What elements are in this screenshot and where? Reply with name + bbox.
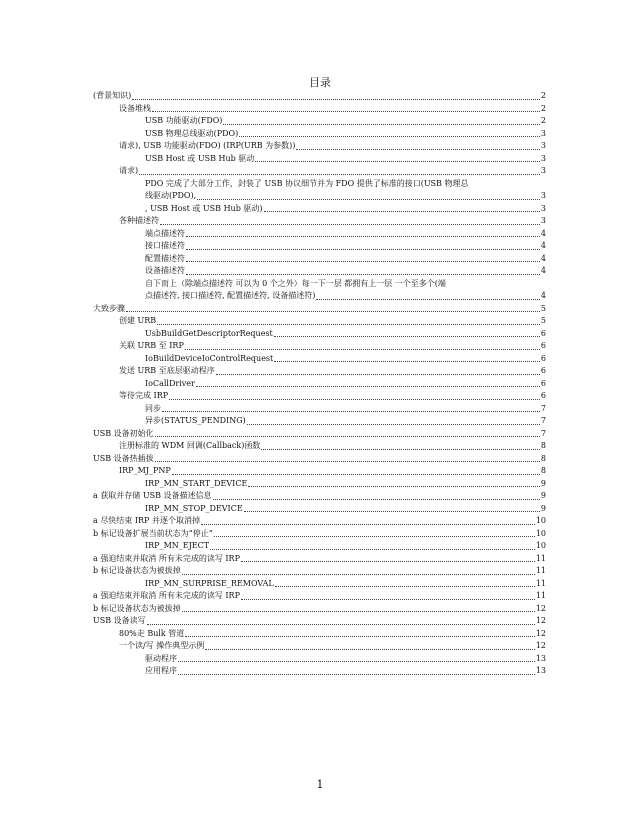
dot-leader — [178, 674, 535, 675]
toc-entry-page: 3 — [540, 141, 546, 150]
toc-entry-page: 3 — [540, 153, 546, 163]
toc-entry[interactable] — [93, 490, 546, 503]
toc-entry-page: 10 — [535, 516, 546, 525]
dot-leader — [147, 624, 535, 625]
dot-leader — [186, 274, 540, 275]
toc-entry[interactable] — [93, 603, 546, 616]
dot-leader — [155, 461, 540, 462]
toc-entry-title: 点描述符, 接口描述符, 配置描述符, 设备描述符) — [145, 291, 316, 300]
toc-entry-title: USB Host 或 USB Hub 驱动 — [145, 153, 255, 163]
toc-entry[interactable] — [93, 203, 546, 216]
toc-entry[interactable] — [93, 565, 546, 578]
toc-entry-page: 3 — [540, 203, 546, 213]
dot-leader — [186, 261, 540, 262]
toc-entry-page: 3 — [540, 191, 546, 200]
toc-entry-title: 各种描述符 — [119, 216, 159, 225]
toc-entry-page: 8 — [540, 453, 546, 463]
toc-entry-title: 关联 URB 至 IRP — [119, 341, 184, 350]
toc-entry-page: 12 — [535, 641, 546, 650]
toc-entry[interactable] — [93, 303, 546, 316]
toc-entry[interactable] — [93, 190, 546, 203]
toc-entry[interactable] — [93, 615, 546, 628]
toc-entry[interactable] — [93, 503, 546, 516]
toc-entry-page: 8 — [540, 466, 546, 475]
toc-entry-page: 9 — [540, 478, 546, 488]
toc-entry[interactable] — [93, 665, 546, 678]
toc-entry-page: 4 — [540, 241, 546, 250]
toc-entry-page: 6 — [540, 328, 546, 338]
toc-entry[interactable] — [93, 165, 546, 178]
toc-entry-title: a 强迫结束并取消 所有未完成的读写 IRP — [93, 591, 240, 600]
toc-entry-title: 发送 URB 至底层驱动程序 — [119, 366, 215, 375]
toc-entry-page: 2 — [540, 91, 546, 100]
toc-entry-title: 线驱动(PDO), — [145, 191, 197, 200]
toc-entry[interactable] — [93, 640, 546, 653]
toc-entry-title: IoCallDriver — [145, 378, 195, 388]
dot-leader — [196, 386, 540, 387]
toc-entry[interactable] — [93, 253, 546, 266]
toc-entry-title: USB 功能驱动(FDO) — [145, 116, 223, 125]
dot-leader — [223, 124, 539, 125]
toc-entry-page: 6 — [540, 341, 546, 350]
toc-entry-page: 11 — [535, 566, 546, 575]
dot-leader — [139, 174, 540, 175]
toc-entry-title: a 获取并存储 USB 设备描述信息 — [93, 491, 212, 500]
toc-entry-page: 7 — [540, 416, 546, 425]
toc-entry-title: 配置描述符 — [145, 253, 185, 263]
toc-entry[interactable] — [93, 140, 546, 153]
toc-entry[interactable] — [93, 103, 546, 116]
toc-entry-title: a 强迫结束并取消 所有未完成的读写 IRP — [93, 553, 240, 563]
toc-entry[interactable] — [93, 290, 546, 303]
dot-leader — [274, 336, 540, 337]
toc-entry-page: 6 — [540, 366, 546, 375]
toc-entry-title: 接口描述符 — [145, 241, 185, 250]
toc-entry[interactable] — [93, 653, 546, 666]
toc-entry[interactable] — [93, 390, 546, 403]
toc-entry-title: USB 设备热插拔 — [93, 453, 154, 463]
toc-entry-title: 设备堆栈 — [119, 103, 151, 113]
dot-leader — [241, 561, 535, 562]
toc-entry-title: 应用程序 — [145, 666, 177, 675]
toc-entry-title: IRP_MN_START_DEVICE — [145, 478, 248, 488]
toc-entry[interactable] — [93, 478, 546, 491]
toc-entry-title: b 标记设备状态为被拔掉 — [93, 603, 181, 613]
toc-entry-page: 6 — [540, 353, 546, 363]
toc-entry[interactable] — [93, 528, 546, 541]
toc-entry-title: 驱动程序 — [145, 653, 177, 663]
toc-entry-title: IRP_MN_EJECT — [145, 541, 210, 550]
dot-leader — [172, 474, 540, 475]
toc-entry[interactable] — [93, 553, 546, 566]
toc-entry-title: USB 物理总线驱动(PDO) — [145, 128, 239, 138]
dot-leader — [264, 211, 540, 212]
toc-entry[interactable] — [93, 515, 546, 528]
toc-entry[interactable] — [93, 340, 546, 353]
toc-entry-page: 7 — [540, 428, 546, 438]
toc-entry-title: 请求), USB 功能驱动(FDO) (IRP(URB 为参数)) — [119, 141, 296, 150]
toc-entry-page: 12 — [535, 628, 546, 638]
toc-entry-page: 11 — [535, 553, 546, 563]
toc-entry-title: 端点描述符 — [145, 228, 185, 238]
toc-entry-page: 6 — [540, 378, 546, 388]
toc-entry-title: USB 设备初始化 — [93, 428, 154, 438]
toc-entry-page: 5 — [540, 316, 546, 325]
dot-leader — [197, 199, 540, 200]
toc-entry-title: 注册标准的 WDM 回调(Callback)函数 — [119, 441, 261, 450]
toc-entry-page: 3 — [540, 166, 546, 175]
dot-leader — [178, 661, 535, 662]
toc-title: 目录 — [309, 76, 331, 89]
toc-entry-page: 4 — [540, 253, 546, 263]
dot-leader — [239, 136, 540, 137]
toc-entry[interactable] — [93, 540, 546, 553]
toc-entry-page: 11 — [535, 578, 546, 588]
toc-entry[interactable] — [93, 353, 546, 366]
toc-entry[interactable] — [93, 228, 546, 241]
dot-leader — [316, 299, 540, 300]
dot-leader — [213, 499, 540, 500]
toc-entry-title: IRP_MN_SURPRISE_REMOVAL — [145, 578, 274, 588]
dot-leader — [182, 574, 535, 575]
dot-leader — [185, 636, 535, 637]
toc-entry[interactable] — [93, 90, 546, 103]
toc-entry-page: 6 — [540, 391, 546, 400]
toc-entry-page: 2 — [540, 116, 546, 125]
toc-entry-title: 异步(STATUS_PENDING) — [145, 416, 246, 425]
dot-leader — [244, 511, 540, 512]
dot-leader — [186, 249, 540, 250]
page-number: 1 — [316, 778, 324, 791]
toc-entry[interactable] — [93, 378, 546, 391]
toc-entry-page: 10 — [535, 541, 546, 550]
toc-entry-page: 12 — [535, 616, 546, 625]
toc-entry-title: USB 设备读写 — [93, 616, 146, 625]
toc-entry[interactable] — [93, 115, 546, 128]
toc-entry[interactable] — [93, 578, 546, 591]
toc-entry-title: a 尽快结束 IRP 并逐个取消掉 — [93, 516, 200, 525]
toc-entry[interactable] — [93, 128, 546, 141]
toc-entry-title: 设备描述符 — [145, 266, 185, 275]
dot-leader — [132, 99, 540, 100]
toc-entry[interactable] — [93, 365, 546, 378]
toc-entry-continuation: 自下而上（除端点描述符 可以为 0 个之外）每一下一层 都拥有上一层 一个至多个(端 — [145, 278, 446, 288]
dot-leader — [182, 611, 535, 612]
dot-leader — [248, 486, 540, 487]
toc-entry-page: 8 — [540, 441, 546, 450]
toc-entry-title: , USB Host 或 USB Hub 驱动) — [145, 203, 263, 213]
toc-entry[interactable] — [93, 590, 546, 603]
toc-entry[interactable] — [93, 403, 546, 416]
toc-entry-title: 同步 — [145, 403, 161, 413]
toc-entry[interactable] — [93, 453, 546, 466]
toc-entry[interactable] — [93, 153, 546, 166]
toc-entry[interactable] — [93, 415, 546, 428]
toc-entry-page: 4 — [540, 266, 546, 275]
toc-entry-title: 一个读/写 操作典型示例 — [119, 641, 205, 650]
toc-entry-title: 创建 URB — [119, 316, 157, 325]
toc-entry-page: 4 — [540, 291, 546, 300]
dot-leader — [216, 374, 540, 375]
toc-entry-title: 等待完成 IRP — [119, 391, 169, 400]
dot-leader — [157, 324, 540, 325]
toc-entry-title: IRP_MN_STOP_DEVICE — [145, 503, 243, 513]
dot-leader — [169, 399, 540, 400]
toc-entry-continuation: PDO 完成了大部分工作，封装了 USB 协议细节并为 FDO 提供了标准的接口(USB 物理总 — [145, 178, 469, 188]
toc-entry-page: 3 — [540, 216, 546, 225]
toc-entry-title: 80%走 Bulk 管道 — [119, 628, 185, 638]
dot-leader — [162, 411, 540, 412]
toc-entry-page: 13 — [535, 666, 546, 675]
toc-entry-title: IoBuildDeviceIoControlRequest — [145, 353, 274, 363]
toc-entry-title: b 标记设备状态为被拔掉 — [93, 566, 181, 575]
toc-entry-title: UsbBuildGetDescriptorRequest — [145, 328, 273, 338]
toc-entry[interactable] — [93, 628, 546, 641]
dot-leader — [261, 449, 540, 450]
dot-leader — [126, 311, 540, 312]
toc-entry-title: (背景知识) — [93, 91, 132, 100]
dot-leader — [185, 349, 540, 350]
dot-leader — [255, 161, 540, 162]
dot-leader — [205, 649, 535, 650]
toc-entry[interactable] — [93, 440, 546, 453]
toc-entry-page: 9 — [540, 491, 546, 500]
toc-entry-page: 5 — [540, 303, 546, 313]
dot-leader — [275, 586, 535, 587]
toc-entry-page: 11 — [535, 591, 546, 600]
toc-entry[interactable] — [93, 428, 546, 441]
toc-entry-page: 3 — [540, 128, 546, 138]
toc-entry-title: b 标记设备扩展当前状态为“停止” — [93, 528, 213, 538]
dot-leader — [274, 361, 540, 362]
toc-entry-page: 2 — [540, 103, 546, 113]
toc-entry[interactable] — [93, 315, 546, 328]
toc-entry[interactable] — [93, 328, 546, 341]
dot-leader — [186, 236, 540, 237]
toc-entry-title: IRP_MJ_PNP — [119, 466, 171, 475]
toc-entry-title: 大致步骤 — [93, 303, 125, 313]
toc-entry-page: 12 — [535, 603, 546, 613]
dot-leader — [210, 549, 535, 550]
toc-entry-page: 7 — [540, 403, 546, 413]
dot-leader — [241, 599, 535, 600]
toc-entry-page: 9 — [540, 503, 546, 513]
toc-entry-page: 10 — [535, 528, 546, 538]
toc-entry-title: 请求) — [119, 166, 139, 175]
toc-entry[interactable] — [93, 215, 546, 228]
dot-leader — [296, 149, 540, 150]
toc-entry-page: 13 — [535, 653, 546, 663]
dot-leader — [160, 224, 540, 225]
dot-leader — [214, 536, 535, 537]
table-of-contents — [93, 90, 546, 678]
toc-entry-page: 4 — [540, 228, 546, 238]
dot-leader — [155, 436, 540, 437]
dot-leader — [152, 111, 540, 112]
dot-leader — [201, 524, 535, 525]
dot-leader — [247, 424, 540, 425]
toc-entry[interactable] — [93, 240, 546, 253]
toc-entry[interactable] — [93, 265, 546, 278]
toc-entry[interactable] — [93, 465, 546, 478]
